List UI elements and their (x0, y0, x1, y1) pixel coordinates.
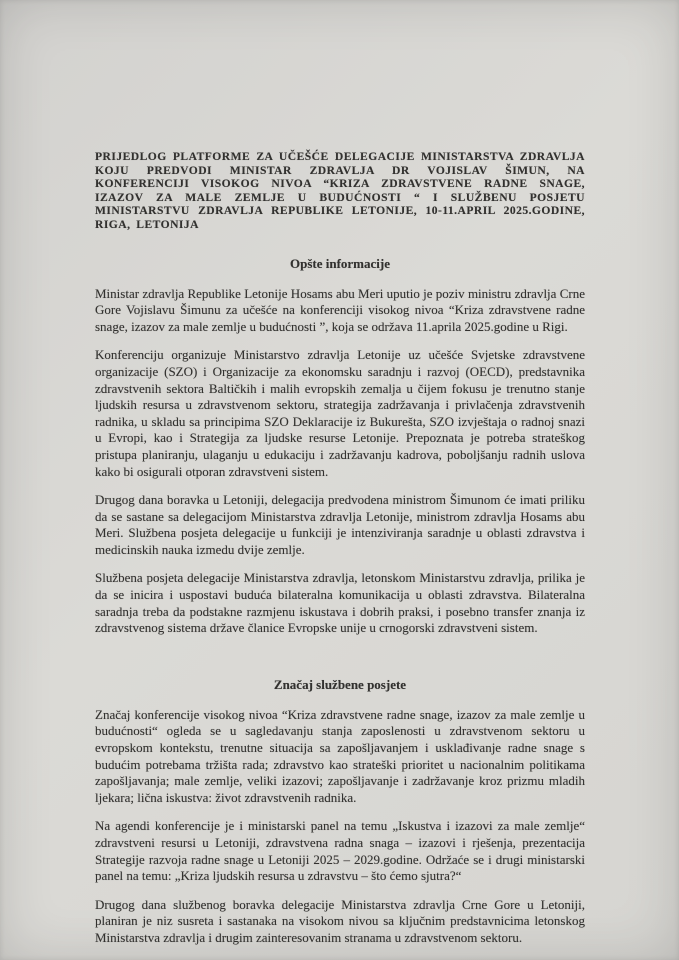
document-title: PRIJEDLOG PLATFORME ZA UČEŠĆE DELEGACIJE MINISTARSTVA ZDRAVLJA KOJU PREDVODI MINISTAR ZDRAVLJA DR VOJISLAV ŠIMUN, NA KONFERENCIJI VISOKOG NIVOA “KRIZA ZDRAVSTVENE RADNE SNAGE, IZAZOV ZA MALE ZEMLJE U BUDUĆNOSTI “ I SLUŽBENU POSJETU MINISTARSTVU ZDRAVLJA REPUBLIKE LETONIJE, 10-11.APRIL 2025.GODINE, RIGA, LETONIJA (95, 150, 585, 231)
section-heading-znacaj-sluzbene-posjete: Značaj službene posjete (273, 676, 407, 692)
paragraph: Drugog dana službenog boravka delegacije Ministarstva zdravlja Crne Gore u Letoniji, planiran je niz susreta i sastanaka na visokom nivou sa ključnim predstavnicima letonskog Ministarstva zdravlja i drugim zainteresovanim stranama u zdravstvenom sektoru. (95, 896, 585, 945)
section-heading-opste-informacije: Opšte informacije (289, 255, 390, 271)
paragraph: Ministar zdravlja Republike Letonije Hosams abu Meri uputio je poziv ministru zdravlja Crne Gore Vojislavu Šimunu za učešće na konferenciji visokog nivoa “Kriza zdravstvene radne snage, izazov za male zemlje u budućnosti ”, koja se održava 11.aprila 2025.godine u Rigi. (95, 285, 585, 334)
paragraph: Značaj konferencije visokog nivoa “Kriza zdravstvene radne snage, izazov za male zemlje u budućnosti“ ogleda se u sagledavanju stanja zaposlenosti u zdravstvenom sektoru u evropskom kontekstu, trenutne situacija sa zapošljavanjem i usklađivanje radne snage s budućim potrebama tržišta rada; zdravstvo kao strateški prioritet u nacionalnim politikama zapošljavanja; male zemlje, veliki izazovi; zapošljavanje i zadržavanje kroz prizmu mladih ljekara; lična iskustva: život zdravstvenih radnika. (95, 706, 585, 805)
paragraph: Konferenciju organizuje Ministarstvo zdravlja Letonije uz učešće Svjetske zdravstvene organizacije (SZO) i Organizacije za ekonomsku saradnju i razvoj (OECD), predstavnika zdravstvenih sektora Baltičkih i malih evropskih zemalja u čijem fokusu je trenutno stanje ljudskih resursa u zdravstvenom sektoru, strategija zadržavanja i privlačenja zdravstvenih radnika, u skladu sa principima SZO Deklaracije iz Bukurešta, SZO izvještaja o radnoj snazi u Evropi, kao i Strategija za ljudske resurse Letonije. Prepoznata je potreba strateškog pristupa planiranju, ulaganju u edukaciju i zadržavanju kadrova, poboljšanju radnih uslova kako bi osigurali otporan zdravstveni sistem. (95, 347, 585, 479)
section-znacaj-sluzbene-posjete (95, 677, 585, 947)
section-opste-informacije (95, 256, 585, 637)
paragraph: Službena posjeta delegacije Ministarstva zdravlja, letonskom Ministarstvu zdravlja, prilika je da se inicira i uspostavi buduća bilateralna komunikacija u oblasti zdravstva. Bilateralna saradnja treba da podstakne razmjenu iskustava i dobrih praksi, i posebno transfer znanja iz zdravstvenog sistema države članice Evropske unije u crnogorski zdravstveni sistem. (95, 570, 585, 636)
paragraph: Drugog dana boravka u Letoniji, delegacija predvodena ministrom Šimunom će imati priliku da se sastane sa delegacijom Ministarstva zdravlja Letonije, ministrom zdravlja Hosams abu Meri. Službena posjeta delegacije u funkciji je intenziviranja saradnje u oblasti zdravstva i medicinskih nauka izmedu dvije zemlje. (95, 492, 585, 557)
paragraph: Na agendi konferencije je i ministarski panel na temu „Iskustva i izazovi za male zemlje“ zdravstveni resursi u Letoniji, zdravstvena radna snaga – izazovi i rješenja, prezentacija Strategije razvoja radne snage u Letoniji 2025 – 2029.godine. Održaće se i drugi ministarski panel na temu: „Kriza ljudskih resursa u zdravstvu – što ćemo sjutra?“ (95, 818, 585, 884)
